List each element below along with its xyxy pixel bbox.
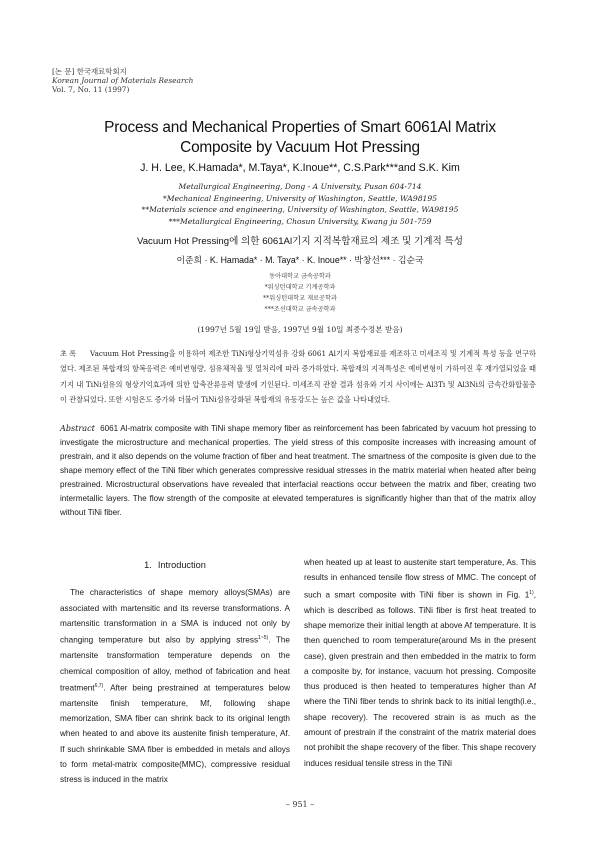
section-title: Introduction <box>157 560 206 570</box>
affiliation: ***Metallurgical Engineering, Chosun University, Kwang ju 501-759 <box>168 216 432 226</box>
body-paragraph: The characteristics of shape memory alloys(SMAs) are associated with martensitic and its reverse transformations. A martensitic transformation in a SMA is induced not only by changing temperature but also by applying stress$^{1\sim 5)}$. The martensite transformation temperature depends on the chemical composition of alloy, method of fabrication and heat treatment$^{6,7)}$. After being prestrained at temperatures below martensite finish temperature, Mf, following shape memorization, SMA fiber can shrink back to its original length when heated to and above its austenite finish temperature, Af. If such shrinkable SMA fiber is embedded in metals and alloys to form metal-matrix composite(MMC), compressive residual stress is induced in the matrix <box>60 588 290 785</box>
citation: 1) <box>529 589 534 596</box>
body-paragraph: when heated up at least to austenite start temperature, As. This results in enhanced tensile flow stress of MMC. The concept of such a smart composite with TiNi fiber is shown in Fig. 1$^{1)}$, which is described as follows. TiNi fiber is first heat treated to shape memorize their initial length at above Af temperature. It is then quenched to room temperature(around Ms in the present case), given prestrain and then embedded in the matrix to form a composite by, for instance, vacuum hot pressing. Composite thus produced is then heated to temperatures higher than Af where the TiNi fiber tends to shrink back to its initial length(i.e., shape recovery). The recovered strain is as much as the amount of prestrain if the constraint of the matrix material does not prohibit the shape recovery of the fiber. This shape recovery induces residual tensile stress in the TiNi <box>304 558 536 768</box>
page-number: – 951 – <box>285 800 315 809</box>
abstract-label: Abstract <box>60 423 95 433</box>
journal-volume: Vol. 7, No. 11 (1997) <box>52 85 130 94</box>
korean-abstract-label: 초 록 <box>60 349 77 358</box>
section-heading <box>60 558 290 573</box>
affiliation: Metallurgical Engineering, Dong - A University, Pusan 604-714 <box>178 182 422 191</box>
korean-affiliation: 동아대학교 금속공학과 <box>269 273 331 280</box>
abstract <box>60 421 536 520</box>
abstract-text: 6061 Al-matrix composite with TiNi shape memory fiber as reinforcement has been fabricated by vacuum hot pressing to investigate the microstructure and mechanical properties. The yield stress of this composite increases with increasing amount of prestrain, and it also depends on the volume fraction of fiber and heat treatment. The smartness of the composite is given due to the shape memory effect of the TiNi fiber which generates compressive residual stresses in the matrix material when heated after being prestrained. Microstructural observations have revealed that interfacial reactions occur between the matrix and fiber, creating two intermetallic layers. The flow strength of the composite at elevated temperatures is significantly higher than that of the matrix alloy without TiNi fiber. <box>60 424 536 517</box>
received-date: (1997년 5월 19일 받음, 1997년 9월 10일 최종수정본 받음) <box>197 325 403 334</box>
korean-affiliation: *워싱턴대학교 기계공학과 <box>264 284 336 291</box>
author-list: J. H. Lee, K.Hamada*, M.Taya*, K.Inoue**, C.S.Park***and S.K. Kim <box>140 162 460 174</box>
body-column-left <box>60 556 290 788</box>
affiliation: **Materials science and engineering, University of Washington, Seattle, WA98195 <box>141 205 459 214</box>
body-column-right <box>304 555 536 771</box>
korean-affiliation: ***조선대학교 금속공학과 <box>264 306 336 313</box>
korean-title: Vacuum Hot Pressing에 의한 6061Al기지 지적복합재료의 제조 및 기계적 특성 <box>137 236 463 247</box>
journal-korean-label: [논 문] 한국재료학회지 <box>52 67 127 76</box>
korean-affiliation-list <box>0 271 600 315</box>
citation: 1~5) <box>258 635 269 642</box>
journal-header <box>52 67 193 94</box>
korean-abstract <box>60 346 536 408</box>
affiliation-list <box>0 181 600 227</box>
paper-title <box>0 118 600 158</box>
affiliation: *Mechanical Engineering, University of Washington, Seattle, WA98195 <box>162 193 438 203</box>
section-number: 1. <box>144 560 152 570</box>
paper-title-line-2: Composite by Vacuum Hot Pressing <box>180 139 420 156</box>
paper-title-line-1: Process and Mechanical Properties of Smart 6061Al Matrix <box>104 119 496 136</box>
citation: 6,7) <box>94 682 104 689</box>
journal-name: Korean Journal of Materials Research <box>52 76 194 85</box>
korean-author-list: 이준희 · K. Hamada* · M. Taya* · K. Inoue** · 박창선*** · 김순국 <box>176 255 424 265</box>
korean-abstract-text: Vacuum Hot Pressing을 이용하여 제조한 TiNi형상기억섬유 강화 6061 Al기지 복합재료를 제조하고 미세조직 및 기계적 특성 등을 연구하였다. 제조된 복합재의 항복응력은 예비변형량, 섬유체적율 및 열처리에 따라 증가하였다. 복합재의 지적특성은 예비변형이 가하여진 후 재가열되었을 때 기지 내 TiNi섬유의 형상기억효과에 의한 압축잔류응력 발생에 기인된다. 미세조직 관찰 결과 섬유와 기지 사이에는 Al3Ti 및 Al3Ni의 금속간화합물층이 관찰되었다. 또한 시험온도 증가와 더불어 TiNi섬유강화된 복합재의 유동강도는 높은 값을 나타내었다. <box>60 349 536 405</box>
korean-affiliation: **워싱턴대학교 재료공학과 <box>263 295 337 302</box>
